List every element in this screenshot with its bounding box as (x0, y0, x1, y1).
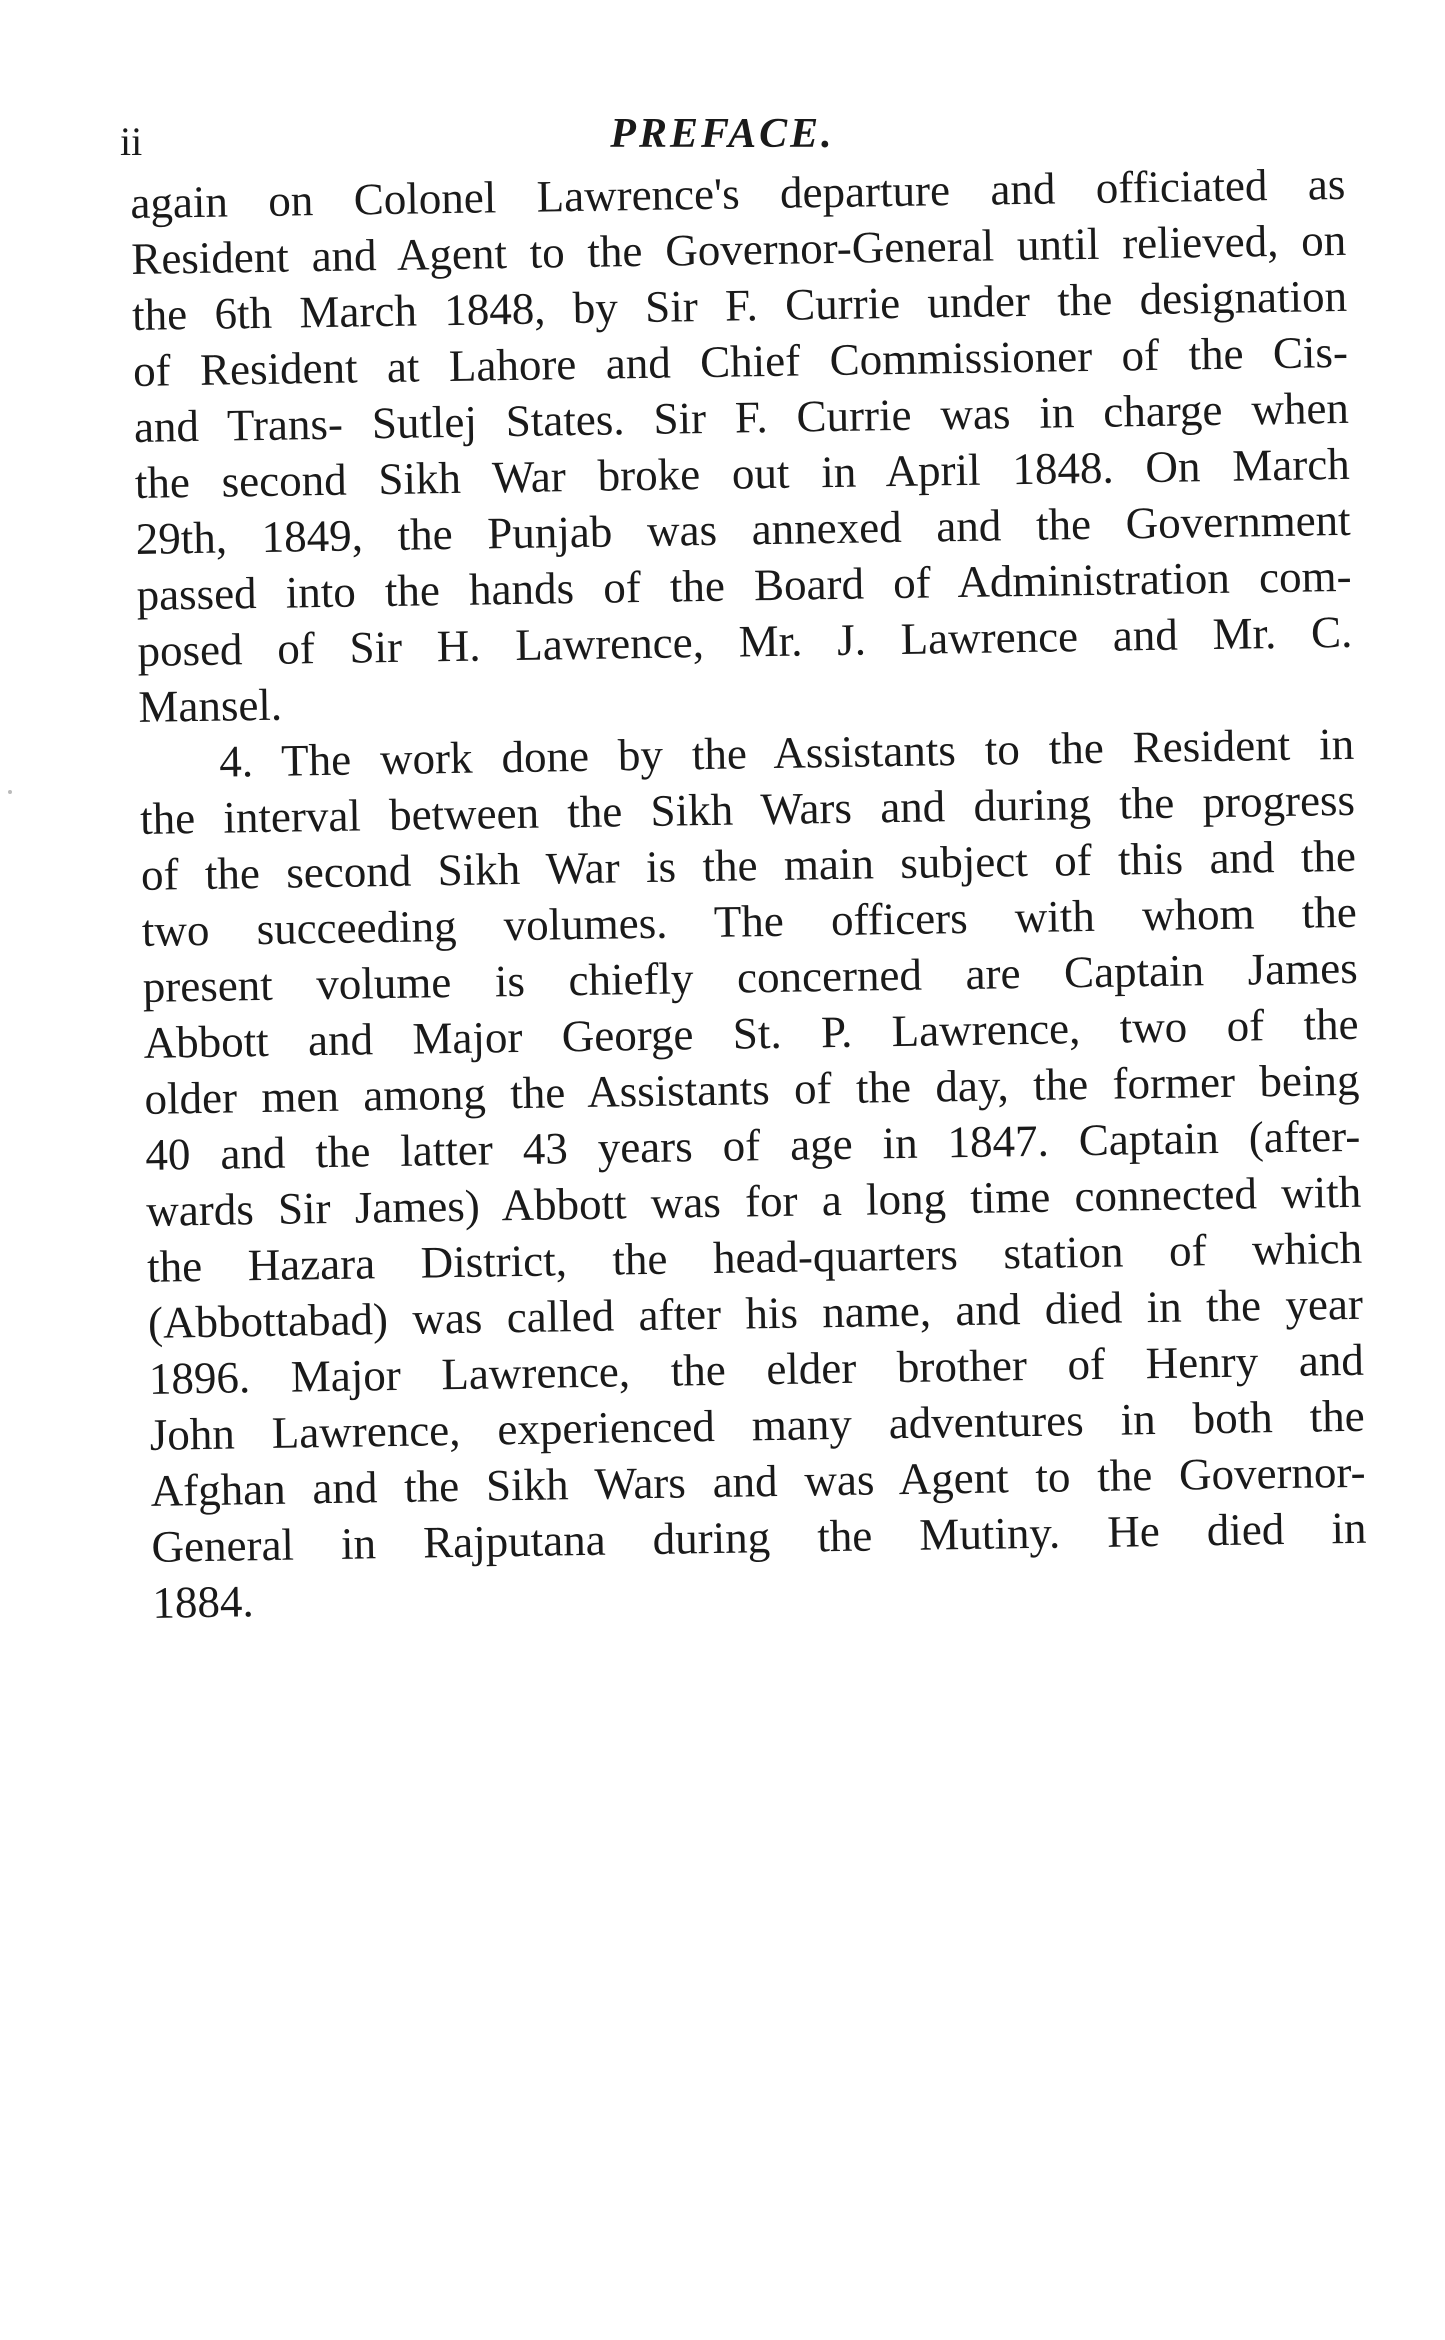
running-head: PREFACE. (610, 111, 835, 157)
text-line: passed into the hands of the Board of Administration com- (136, 550, 1352, 620)
text-line: the interval between the Sikh Wars and during the progress (139, 774, 1356, 844)
text-line: again on Colonel Lawrence's departure and officiated as (130, 158, 1346, 228)
text-line: the second Sikh War broke out in April 1848. On March (134, 438, 1351, 508)
text-line: posed of Sir H. Lawrence, Mr. J. Lawrence and Mr. C. (137, 606, 1353, 676)
text-line: 1884. (152, 1576, 255, 1628)
text-line: 29th, 1849, the Punjab was annexed and the Government (135, 494, 1351, 564)
paragraph-4 (139, 716, 1368, 1631)
text-line: John Lawrence, experienced many adventures in both the (149, 1390, 1366, 1460)
text-line: 40 and the latter 43 years of age in 1847. Captain (after- (145, 1110, 1361, 1180)
text-line: Mansel. (137, 679, 283, 732)
text-line: 4. The work done by the Assistants to the Resident in (218, 718, 1355, 787)
text-line: and Trans- Sutlej States. Sir F. Currie was in charge when (133, 382, 1350, 452)
text-line: the Hazara District, the head-quarters station of which (146, 1222, 1363, 1292)
text-line: older men among the Assistants of the day, the former being (144, 1054, 1360, 1124)
text-line: (Abbottabad) was called after his name, and died in the year (147, 1278, 1364, 1348)
text-line: 1896. Major Lawrence, the elder brother of Henry and (148, 1334, 1365, 1404)
paragraph-continuation (130, 156, 1354, 735)
text-line: wards Sir James) Abbott was for a long time connected with (145, 1166, 1362, 1236)
text-line: the 6th March 1848, by Sir F. Currie under the designation (131, 270, 1348, 340)
text-line: present volume is chiefly concerned are Captain James (142, 942, 1358, 1012)
text-line: of the second Sikh War is the main subject of this and the (140, 830, 1357, 900)
margin-speck (8, 790, 12, 794)
text-line: General in Rajputana during the Mutiny. He died in (151, 1502, 1367, 1572)
text-line: two succeeding volumes. The officers with whom the (141, 886, 1358, 956)
page-number: ii (120, 119, 143, 164)
text-line: Afghan and the Sikh Wars and was Agent to the Governor- (150, 1446, 1366, 1516)
text-line: Resident and Agent to the Governor-General until relieved, on (130, 214, 1347, 284)
text-line: of Resident at Lahore and Chief Commissioner of the Cis- (132, 326, 1349, 396)
body-text (130, 156, 1368, 1631)
text-line: Abbott and Major George St. P. Lawrence, two of the (143, 998, 1359, 1068)
